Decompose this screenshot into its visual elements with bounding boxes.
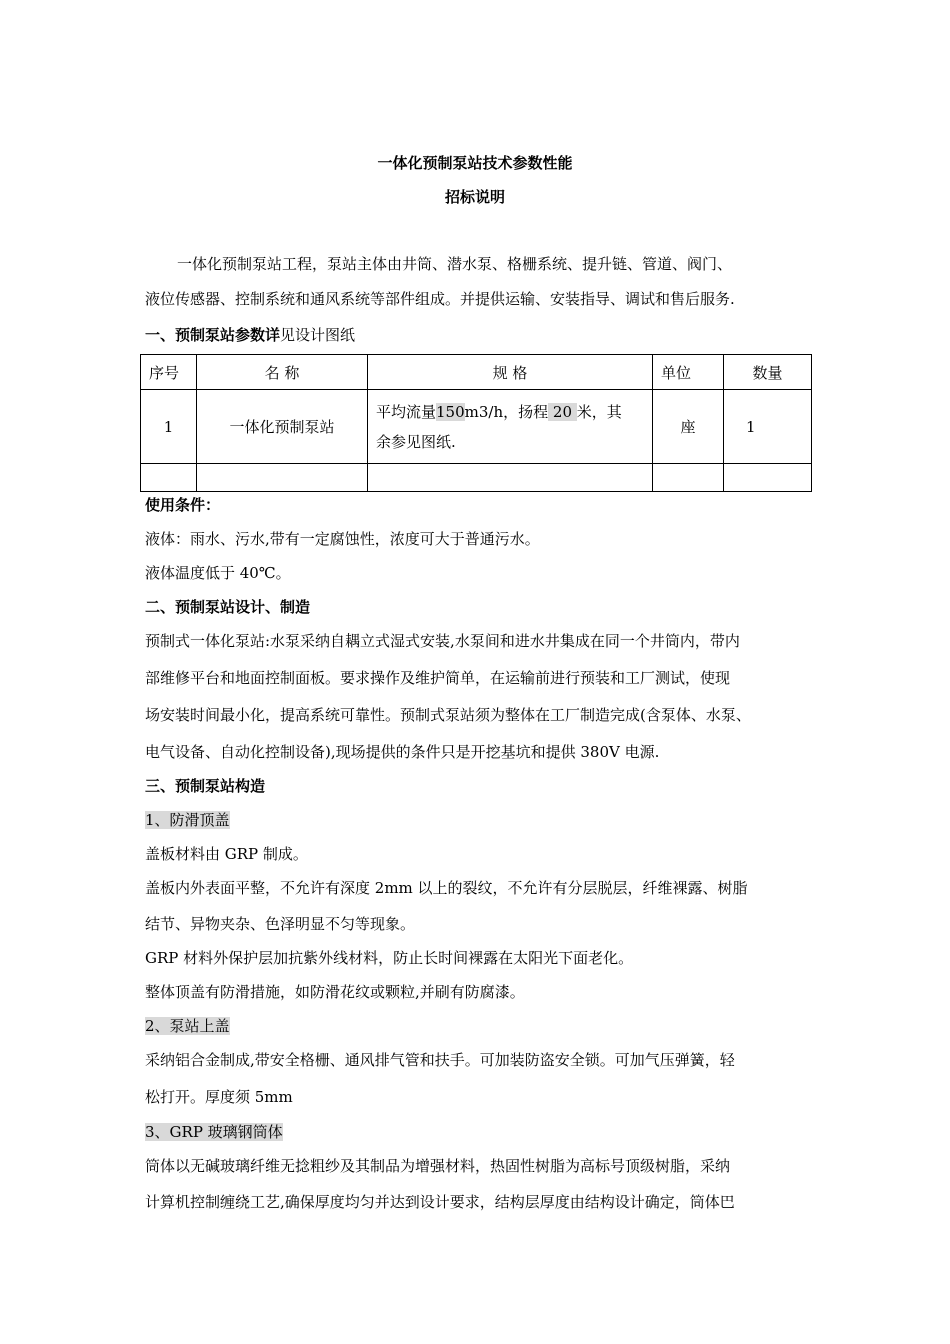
sub3-title-line bbox=[145, 1122, 815, 1142]
table-row bbox=[141, 390, 812, 464]
header-name: 名 称 bbox=[197, 355, 368, 390]
sub1-line-2: 盖板内外表面平整，不允许有深度 2mm 以上的裂纹，不允许有分层脱层，纤维裸露、树脂 bbox=[145, 879, 748, 897]
cell-name: 一体化预制泵站 bbox=[197, 390, 368, 464]
conditions-heading: 使用条件： bbox=[145, 496, 221, 514]
conditions-line-2: 液体温度低于 40℃。 bbox=[145, 564, 291, 582]
section-2-line-3: 场安装时间最小化，提高系统可靠性。预制式泵站须为整体在工厂制造完成(含泵体、水泵、 bbox=[145, 706, 751, 724]
cell-unit: 座 bbox=[653, 390, 724, 464]
conditions-line-1: 液体：雨水、污水,带有一定腐蚀性，浓度可大于普通污水。 bbox=[145, 530, 540, 548]
spec-head-value: 20 bbox=[548, 402, 577, 421]
doc-subtitle: 招标说明 bbox=[444, 188, 505, 206]
cell-spec bbox=[368, 390, 653, 464]
header-qty: 数量 bbox=[724, 355, 812, 390]
empty-cell bbox=[368, 464, 653, 492]
spec-part-c: 米，其 bbox=[576, 402, 622, 421]
spec-part-d: 余参见图纸. bbox=[376, 432, 456, 451]
empty-cell bbox=[141, 464, 197, 492]
spec-flow-value: 150 bbox=[436, 402, 465, 421]
section-1-heading-text: 一、预制泵站参数详 bbox=[145, 326, 281, 344]
sub2-title: 2、泵站上盖 bbox=[145, 1017, 230, 1035]
sub3-line-1: 筒体以无碱玻璃纤维无捻粗纱及其制品为增强材料，热固性树脂为高标号顶级树脂，采纳 bbox=[145, 1157, 731, 1175]
sub1-title: 1、防滑顶盖 bbox=[145, 811, 230, 829]
intro-line-1: 一体化预制泵站工程，泵站主体由井筒、潜水泵、格栅系统、提升链、管道、阀门、 bbox=[177, 255, 733, 273]
section-2-heading: 二、预制泵站设计、制造 bbox=[145, 598, 311, 616]
params-table bbox=[140, 354, 812, 492]
spec-part-b: m3/h，扬程 bbox=[464, 402, 549, 421]
spec-part-a: 平均流量 bbox=[376, 402, 437, 421]
table-row-empty bbox=[141, 464, 812, 492]
sub1-line-4: GRP 材料外保护层加抗紫外线材料，防止长时间裸露在太阳光下面老化。 bbox=[145, 949, 634, 967]
table-header-row bbox=[141, 355, 812, 390]
section-2-line-1: 预制式一体化泵站:水泵采纳自耦立式湿式安装,水泵间和进水井集成在同一个井筒内，带内 bbox=[145, 632, 740, 650]
header-index: 序号 bbox=[141, 355, 197, 390]
sub1-line-5: 整体顶盖有防滑措施，如防滑花纹或颗粒,并刷有防腐漆。 bbox=[145, 983, 525, 1001]
section-3-heading: 三、预制泵站构造 bbox=[145, 777, 266, 795]
cell-qty: 1 bbox=[724, 390, 812, 464]
sub2-line-1: 采纳铝合金制成,带安全格栅、通风排气管和扶手。可加装防盗安全锁。可加气压弹簧，轻 bbox=[145, 1051, 735, 1069]
section-1-heading bbox=[145, 325, 815, 345]
section-1-heading-suffix: 见设计图纸 bbox=[280, 326, 356, 344]
header-unit: 单位 bbox=[653, 355, 724, 390]
doc-title: 一体化预制泵站技术参数性能 bbox=[377, 154, 573, 172]
sub3-line-2: 计算机控制缠绕工艺,确保厚度均匀并达到设计要求，结构层厚度由结构设计确定，筒体巴 bbox=[145, 1193, 735, 1211]
section-2-line-2: 部维修平台和地面控制面板。要求操作及维护简单，在运输前进行预装和工厂测试，使现 bbox=[145, 669, 731, 687]
cell-index: 1 bbox=[141, 390, 197, 464]
header-spec: 规 格 bbox=[368, 355, 653, 390]
intro-line-2: 液位传感器、控制系统和通风系统等部件组成。并提供运输、安装指导、调试和售后服务. bbox=[145, 290, 735, 308]
sub1-title-line bbox=[145, 810, 815, 830]
sub1-line-3: 结节、异物夹杂、色泽明显不匀等现象。 bbox=[145, 915, 416, 933]
sub1-line-1: 盖板材料由 GRP 制成。 bbox=[145, 845, 308, 863]
sub2-line-2: 松打开。厚度须 5mm bbox=[145, 1088, 293, 1106]
empty-cell bbox=[653, 464, 724, 492]
empty-cell bbox=[197, 464, 368, 492]
sub3-title: 3、GRP 玻璃钢筒体 bbox=[145, 1123, 283, 1141]
sub2-title-line bbox=[145, 1016, 815, 1036]
section-2-line-4: 电气设备、自动化控制设备),现场提供的条件只是开挖基坑和提供 380V 电源. bbox=[145, 743, 660, 761]
empty-cell bbox=[724, 464, 812, 492]
